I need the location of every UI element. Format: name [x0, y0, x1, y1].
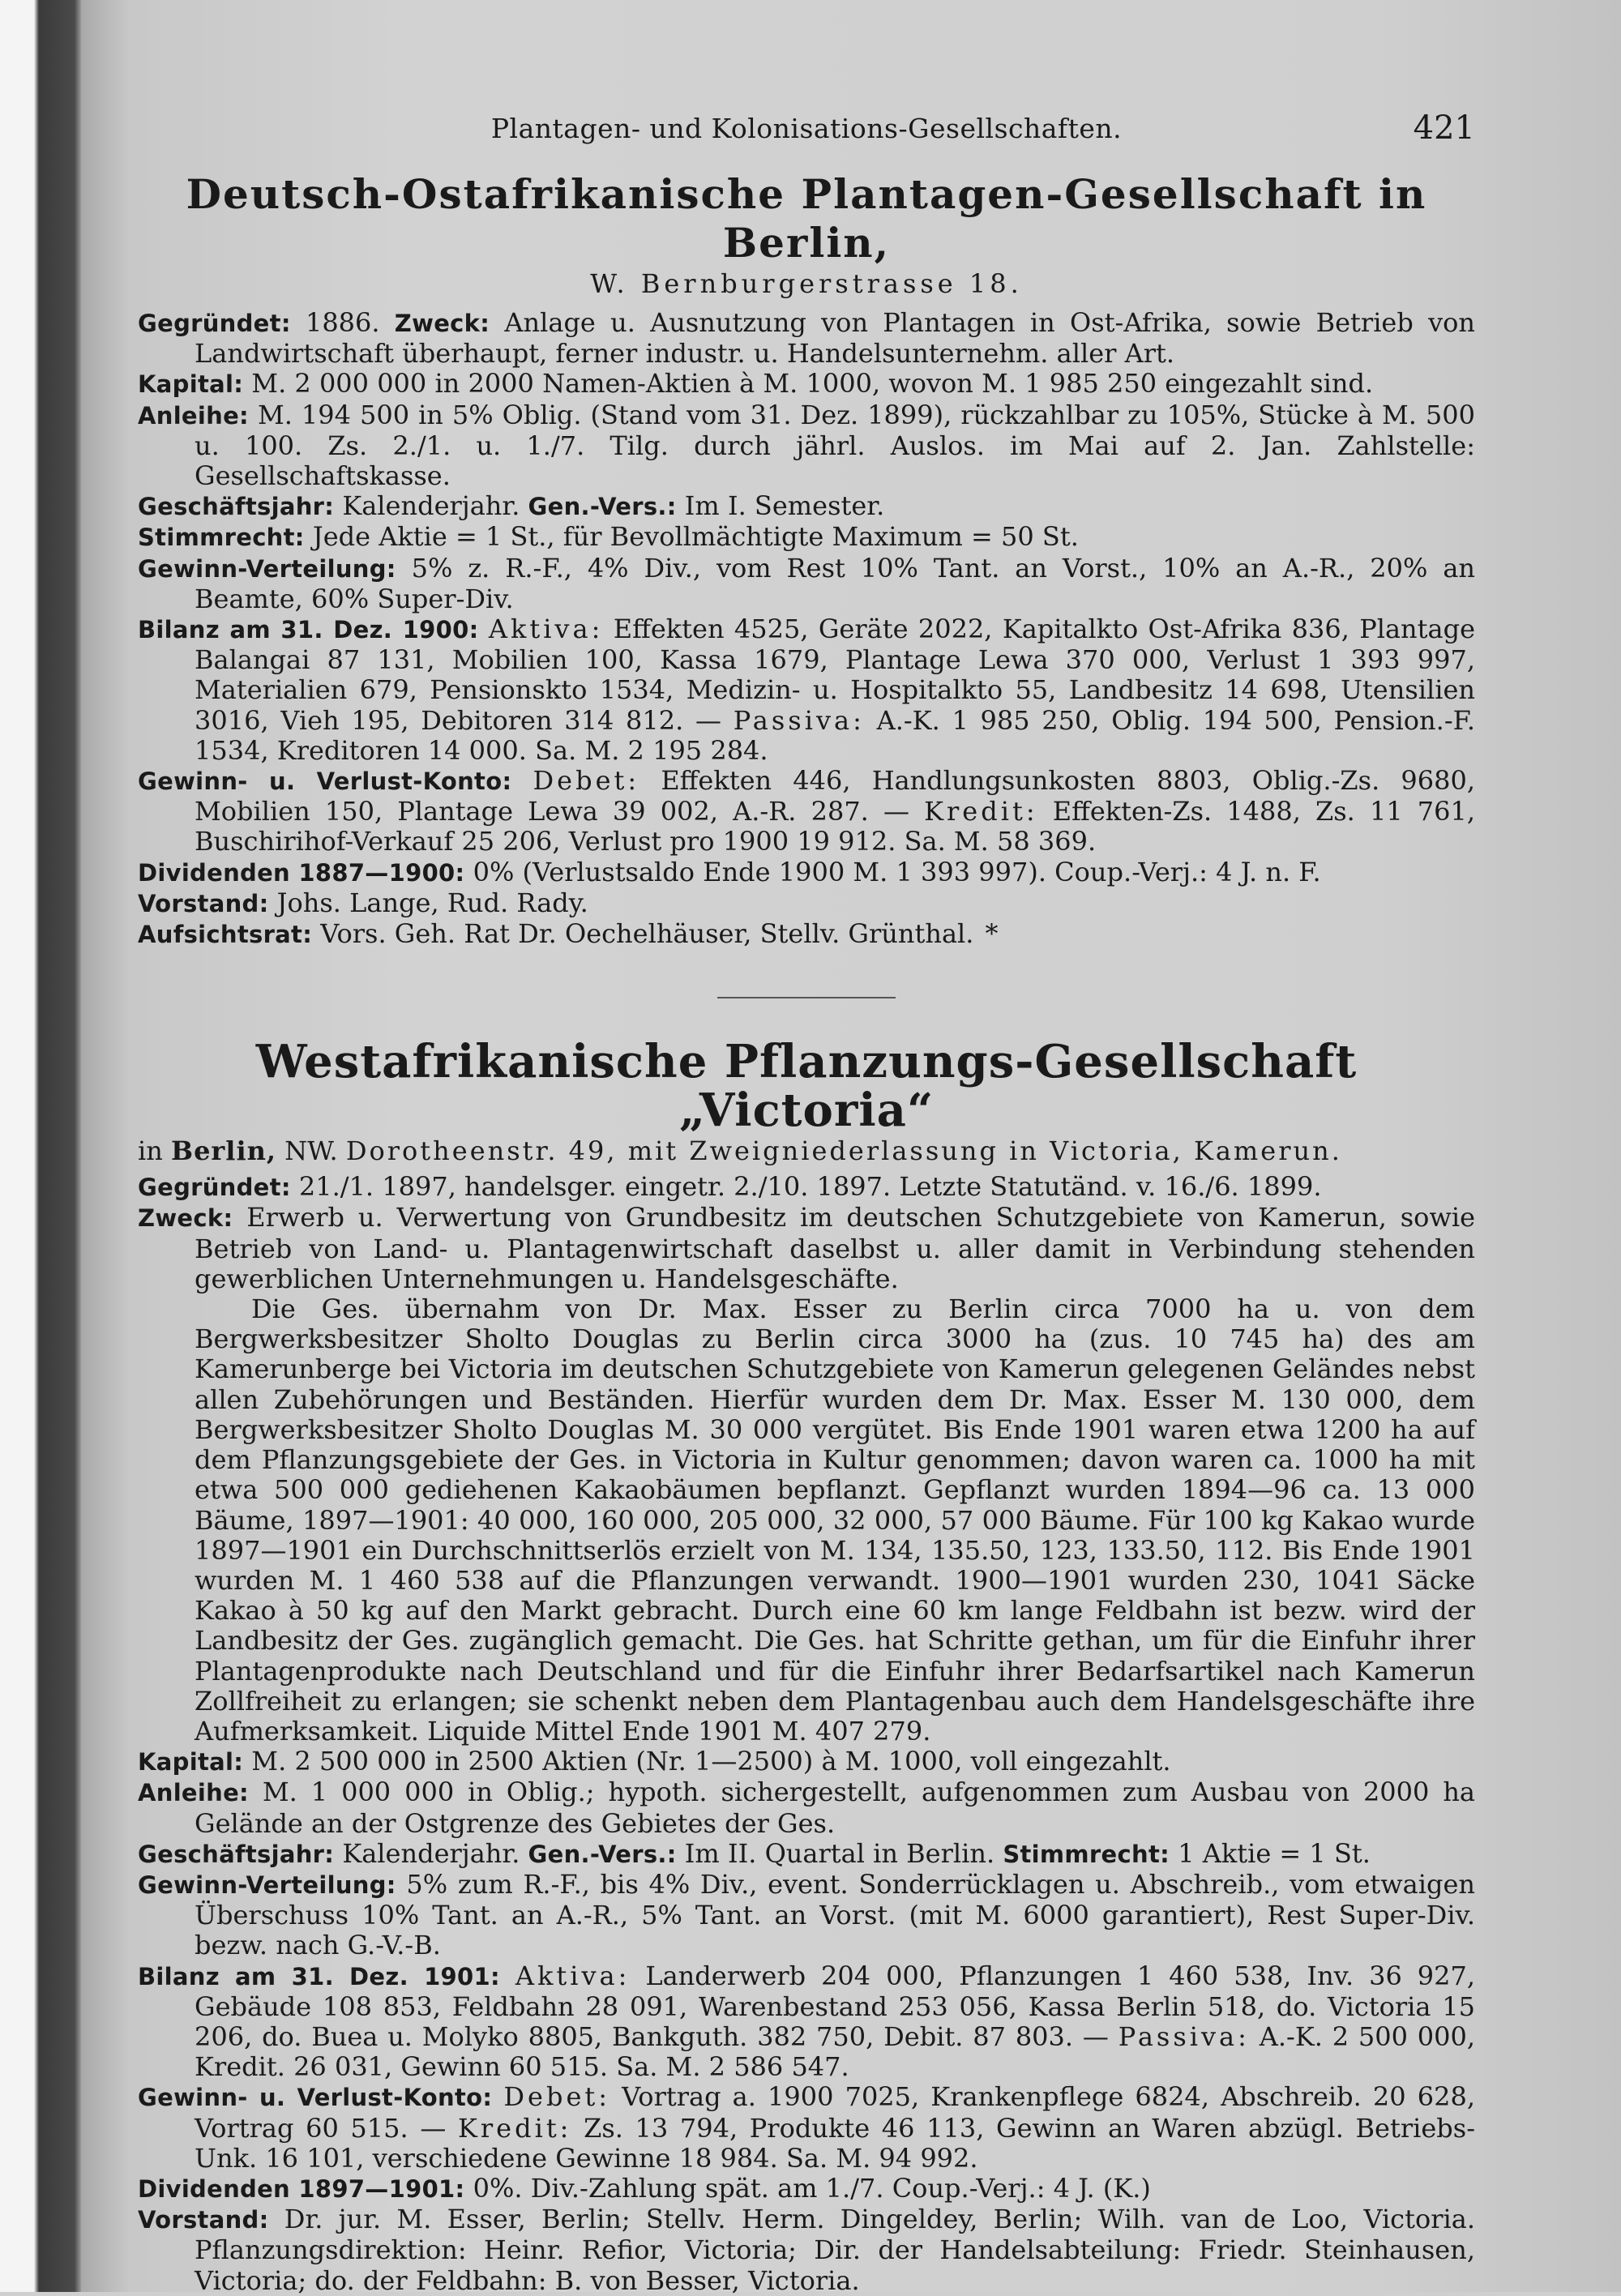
- entry-gegruendet: [138, 1172, 1475, 1203]
- company-title: Deutsch-Ostafrikanische Plantagen-Gesellschaft in Berlin,: [186, 170, 1427, 267]
- text-stimmrecht: 1 Aktie = 1 St.: [1178, 1837, 1371, 1869]
- company-title: Westafrikanische Pflanzungs-Gesellschaft „Victoria“: [255, 1035, 1358, 1138]
- text-passiva: A.-K. 2 500 000, Kredit. 26 031, Gewinn 60 515. Sa. M. 2 586 547.: [195, 2020, 1476, 2083]
- text-aktiva: Effekten 4525, Geräte 2022, Kapitalkto Ost-Afrika 836, Plantage Balangai 87 131, Mobilien 100, Kassa 1679, Plantage Lewa 370 000, Verlust 1 393 997, Materialien 679, Pensionskto 1534, Medizin- u. Hospitalkto 55, Landbesitz 14 698, Utensilien 3016, Vieh 195, Debitoren 314 812. —: [195, 614, 1476, 736]
- text-debet: Vortrag a. 1900 7025, Krankenpflege 6824, Abschreib. 20 628, Vortrag 60 515. —: [195, 2081, 1476, 2144]
- entry-gegruendet: [138, 308, 1475, 369]
- label-aktiva: Aktiva:: [515, 1960, 631, 1991]
- text-aufsichtsrat: Vors. Geh. Rat Dr. Oechelhäuser, Stellv. Grünthal.: [320, 918, 974, 950]
- label-passiva: Passiva:: [733, 704, 865, 736]
- label-dividenden: Dividenden 1897—1901:: [138, 2174, 465, 2203]
- text-gewinn-verteilung: 5% zum R.-F., bis 4% Div., event. Sonderrücklagen u. Abschreib., vom etwaigen Überschuss 10% Tant. an A.-R., 5% Tant. an Vorst. (mit M. 6000 garantiert), Rest Super-Div. bezw. nach G.-V.-B.: [195, 1868, 1476, 1961]
- text-dividenden: 0% (Verlustsaldo Ende 1900 M. 1 393 997). Coup.-Verj.: 4 J. n. F.: [473, 856, 1321, 887]
- label-geschaeftsjahr: Geschäftsjahr:: [138, 493, 335, 521]
- label-stimmrecht: Stimmrecht:: [138, 524, 305, 552]
- label-debet: Debet:: [532, 765, 640, 797]
- label-debet: Debet:: [503, 2081, 611, 2113]
- text-gen-vers: Im I. Semester.: [684, 490, 885, 522]
- entry-kapital: [138, 369, 1475, 400]
- label-anleihe: Anleihe:: [138, 1779, 249, 1807]
- label-stimmrecht: Stimmrecht:: [1003, 1840, 1170, 1868]
- text-kapital: M. 2 000 000 in 2000 Namen-Aktien à M. 1000, wovon M. 1 985 250 eingezahlt sind.: [251, 368, 1374, 400]
- label-passiva: Passiva:: [1118, 2020, 1250, 2052]
- text-vorstand: Dr. jur. M. Esser, Berlin; Stellv. Herm. Dingeldey, Berlin; Wilh. van de Loo, Victoria. Pflanzungsdirektion: Heinr. Refior, Victoria; Dir. der Handelsabteilung: Friedr. Steinhausen, Victoria; do. der Feldbahn: B. von Besser, Victoria.: [195, 2204, 1476, 2296]
- text-zweck: Erwerb u. Verwertung von Grundbesitz im deutschen Schutzgebiete von Kamerun, sowie Betrieb von Land- u. Plantagenwirtschaft daselbst u. aller damit in Verbindung stehenden gewerblichen Unternehmungen u. Handelsgeschäfte.: [195, 1202, 1476, 1294]
- text-zweck: Anlage u. Ausnutzung von Plantagen in Ost-Afrika, sowie Betrieb von Landwirtschaft überhaupt, ferner industr. u. Handelsunternehm. aller Art.: [195, 307, 1476, 370]
- label-bilanz: Bilanz am 31. Dez. 1900:: [138, 616, 479, 644]
- text-gewinn-verteilung: 5% z. R.-F., 4% Div., vom Rest 10% Tant. an Vorst., 10% an A.-R., 20% an Beamte, 60% Super-Div.: [195, 552, 1476, 614]
- company-description: Die Ges. übernahm von Dr. Max. Esser zu Berlin circa 7000 ha u. von dem Bergwerksbesitzer Sholto Douglas zu Berlin circa 3000 ha (zus. 10 745 ha) des am Kamerunberge bei Victoria im deutschen Schutzgebiete von Kamerun gelegenen Geländes nebst allen Zubehörungen und Beständen. Hierfür wurden dem Dr. Max. Esser M. 130 000, dem Bergwerksbesitzer Sholto Douglas M. 30 000 vergütet. Bis Ende 1901 waren etwa 1200 ha auf dem Pflanzungsgebiete der Ges. in Victoria in Kultur genommen; davon waren ca. 1000 ha mit etwa 500 000 gediehenen Kakaobäumen bepflanzt. Gepflanzt wurden 1894—96 ca. 13 000 Bäume, 1897—1901: 40 000, 160 000, 205 000, 32 000, 57 000 Bäume. Für 100 kg Kakao wurde 1897—1901 ein Durchschnittserlös erzielt von M. 134, 135.50, 123, 133.50, 112. Bis Ende 1901 wurden M. 1 460 538 auf die Pflanzungen verwandt. 1900—1901 wurden 230, 1041 Säcke Kakao à 50 kg auf den Markt gebracht. Durch eine 60 km lange Feldbahn ist bezw. wird der Landbesitz der Ges. zugänglich gemacht. Die Ges. hat Schritte gethan, um für die Einfuhr ihrer Plantagenprodukte nach Deutschland und für die Einfuhr ihrer Bedarfsartikel nach Kamerun Zollfreiheit zu erlangen; sie schenkt neben dem Plantagenbau auch dem Handelsgeschäfte ihre Aufmerksamkeit. Liquide Mittel Ende 1901 M. 407 279.: [195, 1293, 1475, 1747]
- company-entry-deutsch-ostafrikanische: [138, 170, 1475, 950]
- entry-zweck: [138, 1203, 1475, 1294]
- label-kredit: Kredit:: [924, 796, 1038, 827]
- label-aufsichtsrat: Aufsichtsrat:: [138, 921, 313, 949]
- address-district: NW.: [284, 1135, 338, 1167]
- text-dividenden: 0%. Div.-Zahlung spät. am 1./7. Coup.-Verj.: 4 J. (K.): [473, 2172, 1151, 2204]
- text-debet: Effekten 446, Handlungsunkosten 8803, Oblig.-Zs. 9680, Mobilien 150, Plantage Lewa 39 002, A.-R. 287. —: [195, 765, 1476, 827]
- entry-gewinn-verteilung: [138, 1870, 1475, 1961]
- entry-anleihe: [138, 400, 1475, 492]
- text-geschaeftsjahr: Kalenderjahr.: [342, 490, 520, 522]
- address-street: Dorotheenstr. 49, mit Zweigniederlassung in Victoria, Kamerun.: [345, 1135, 1342, 1167]
- label-gewinn-verteilung: Gewinn-Verteilung:: [138, 554, 396, 583]
- text-gegruendet: 1886.: [305, 307, 380, 338]
- label-zweck: Zweck:: [394, 310, 490, 337]
- entry-dividenden: [138, 2174, 1475, 2204]
- address-city: Berlin,: [171, 1135, 276, 1167]
- label-gewinn-verteilung: Gewinn-Verteilung:: [138, 1871, 396, 1899]
- book-binding-edge: [0, 0, 81, 2292]
- label-gen-vers: Gen.-Vers.:: [528, 493, 677, 521]
- company-entry-westafrikanische: [138, 1037, 1475, 2296]
- entry-aufsichtsrat: [138, 919, 1475, 950]
- entry-vorstand: [138, 888, 1475, 919]
- text-aktiva: Landerwerb 204 000, Pflanzungen 1 460 538, Inv. 36 927, Gebäude 108 853, Feldbahn 28 091, Warenbestand 253 056, Kassa Berlin 518, do. Victoria 15 206, do. Buea u. Molyko 8805, Bankguth. 382 750, Debit. 87 803. —: [195, 1960, 1476, 2052]
- label-gegruendet: Gegründet:: [138, 1174, 291, 1202]
- label-bilanz: Bilanz am 31. Dez. 1901:: [138, 1962, 500, 1990]
- entry-stimmrecht: [138, 522, 1475, 553]
- text-kredit: Zs. 13 794, Produkte 46 113, Gewinn an Waren abzügl. Betriebs-Unk. 16 101, verschiedene Gewinne 18 984. Sa. M. 94 992.: [195, 2112, 1476, 2174]
- text-gegruendet: 21./1. 1897, handelsger. eingetr. 2./10. 1897. Letzte Statutänd. v. 16./6. 1899.: [298, 1171, 1322, 1203]
- label-vorstand: Vorstand:: [138, 2206, 269, 2234]
- text-kapital: M. 2 500 000 in 2500 Aktien (Nr. 1—2500) à M. 1000, voll eingezahlt.: [251, 1746, 1171, 1777]
- label-vorstand: Vorstand:: [138, 889, 269, 917]
- entry-anleihe: [138, 1777, 1475, 1838]
- label-gegruendet: Gegründet:: [138, 310, 291, 337]
- label-anleihe: Anleihe:: [138, 401, 249, 430]
- text-passiva: A.-K. 1 985 250, Oblig. 194 500, Pension.-F. 1534, Kreditoren 14 000. Sa. M. 2 195 284.: [195, 704, 1476, 766]
- section-divider: [717, 997, 896, 998]
- entry-vorstand: [138, 2204, 1475, 2296]
- label-aktiva: Aktiva:: [488, 614, 604, 645]
- text-stimmrecht: Jede Aktie = 1 St., für Bevollmächtigte Maximum = 50 St.: [312, 521, 1079, 553]
- entry-gewinn-verlust: [138, 2082, 1475, 2174]
- text-vorstand: Johs. Lange, Rud. Rady.: [276, 887, 588, 918]
- company-address: [138, 1135, 1475, 1167]
- entry-geschaeftsjahr: [138, 1839, 1475, 1870]
- label-kapital: Kapital:: [138, 370, 244, 399]
- label-kredit: Kredit:: [457, 2112, 572, 2144]
- running-head: [138, 109, 1475, 162]
- text-anleihe: M. 194 500 in 5% Oblig. (Stand vom 31. Dez. 1899), rückzahlbar zu 105%, Stücke à M. 500 u. 100. Zs. 2./1. u. 1./7. Tilg. durch jährl. Auslos. im Mai auf 2. Jan. Zahlstelle: Gesellschaftskasse.: [195, 399, 1476, 492]
- entry-dividenden: [138, 857, 1475, 888]
- label-gewinn-verlust: Gewinn- u. Verlust-Konto:: [138, 2084, 493, 2112]
- text-gen-vers: Im II. Quartal in Berlin.: [684, 1837, 995, 1869]
- label-dividenden: Dividenden 1887—1900:: [138, 858, 465, 887]
- entry-kapital: [138, 1747, 1475, 1777]
- address-in: in: [138, 1135, 163, 1167]
- label-gen-vers: Gen.-Vers.:: [528, 1840, 677, 1868]
- company-address: W. Bernburgerstrasse 18.: [590, 268, 1023, 299]
- asterisk-mark: *: [985, 918, 999, 950]
- entry-gewinn-verlust: [138, 766, 1475, 857]
- text-anleihe: M. 1 000 000 in Oblig.; hypoth. sichergestellt, aufgenommen zum Ausbau von 2000 ha Gelände an der Ostgrenze des Gebietes der Ges.: [195, 1777, 1476, 1839]
- running-title: Plantagen- und Kolonisations-Gesellschaften.: [490, 113, 1123, 144]
- entry-geschaeftsjahr: [138, 491, 1475, 522]
- label-gewinn-verlust: Gewinn- u. Verlust-Konto:: [138, 767, 512, 796]
- page-number: 421: [1413, 109, 1475, 147]
- entry-bilanz: [138, 614, 1475, 766]
- text-geschaeftsjahr: Kalenderjahr.: [342, 1837, 520, 1869]
- entry-bilanz: [138, 1961, 1475, 2083]
- text-kredit: Effekten-Zs. 1488, Zs. 11 761, Buschirihof-Verkauf 25 206, Verlust pro 1900 19 912. Sa. M. 58 369.: [195, 796, 1476, 857]
- label-kapital: Kapital:: [138, 1748, 244, 1777]
- entry-gewinn-verteilung: [138, 554, 1475, 614]
- label-zweck: Zweck:: [138, 1204, 233, 1233]
- page-content: [138, 109, 1476, 2296]
- label-geschaeftsjahr: Geschäftsjahr:: [138, 1840, 335, 1868]
